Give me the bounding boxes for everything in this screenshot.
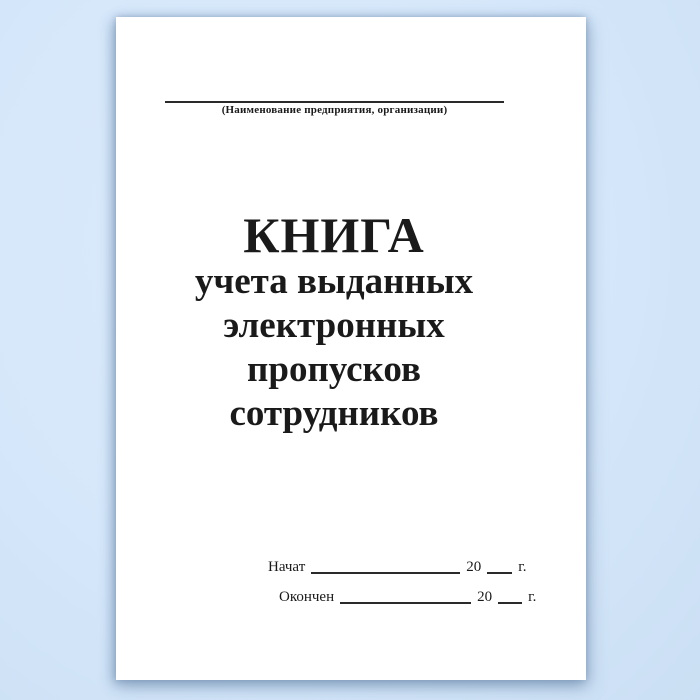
started-year-fill-line (487, 561, 512, 574)
ended-year-prefix: 20 (477, 589, 493, 605)
started-year-prefix: 20 (466, 559, 482, 575)
ended-date-fill-line (340, 591, 471, 604)
ended-row (279, 588, 536, 606)
book-title-main: КНИГА (243, 207, 425, 263)
ended-year-suffix: г. (528, 589, 537, 605)
started-date-fill-line (311, 561, 460, 574)
book-title-block (165, 207, 503, 436)
started-label: Начат (268, 559, 306, 575)
organization-name-caption: (Наименование предприятия, организации) (221, 104, 448, 116)
organization-name-fill-line (165, 101, 504, 103)
started-year-suffix: г. (518, 559, 527, 575)
book-title-subtitle-line: пропусков (247, 349, 421, 390)
organization-name-block (165, 101, 504, 116)
book-title-subtitle-line: электронных (223, 305, 445, 346)
started-row (268, 558, 526, 576)
book-cover-sheet (116, 17, 586, 680)
ended-year-fill-line (498, 591, 522, 604)
book-title-subtitle-line: учета выданных (194, 261, 474, 302)
book-title-subtitle-line: сотрудников (229, 393, 439, 434)
ended-label: Окончен (279, 589, 335, 605)
